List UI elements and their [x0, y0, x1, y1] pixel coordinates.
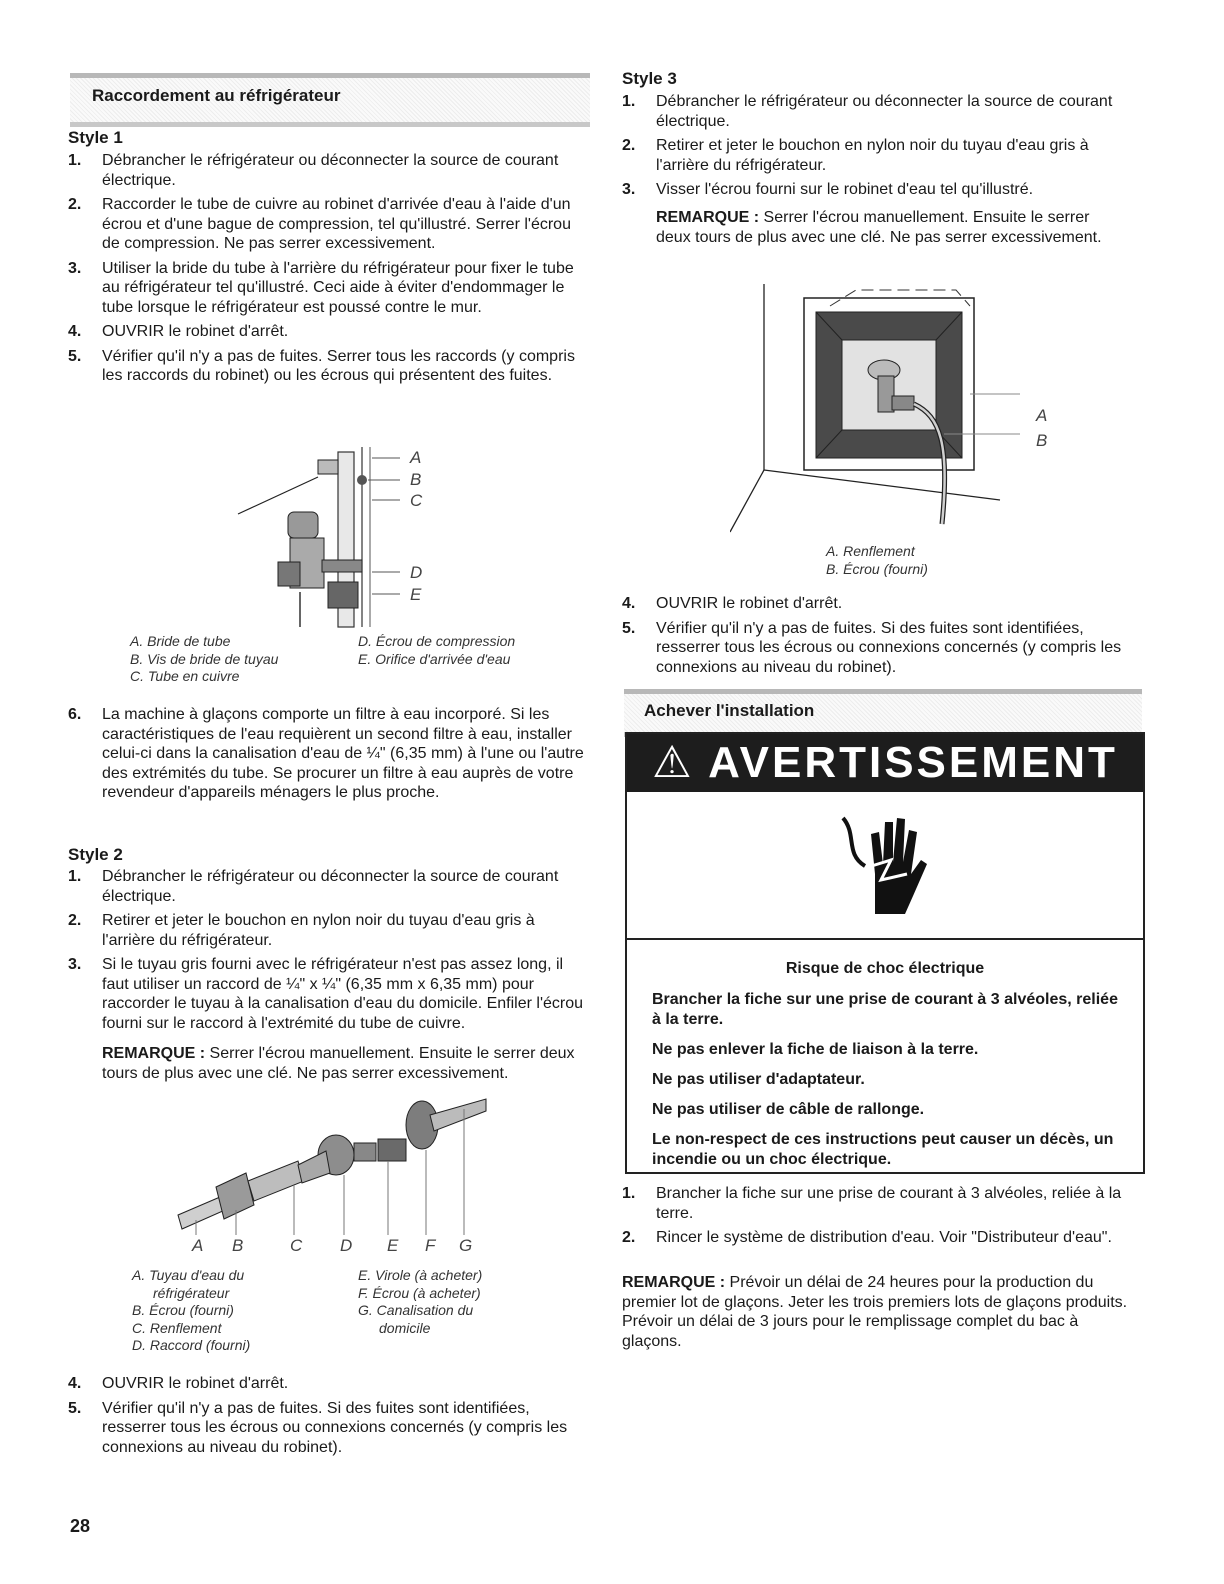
style3-note: REMARQUE : Serrer l'écrou manuellement. Ensuite le serrer deux tours de plus avec une clé. Ne pas serrer excessivement.	[656, 209, 1102, 246]
warning-subtitle: Risque de choc électrique	[785, 960, 985, 977]
style3-heading: Style 3	[622, 69, 677, 88]
figure-label: D	[410, 563, 423, 582]
list-item: 1. Brancher la fiche sur une prise de courant à 3 alvéoles, reliée à la terre.	[622, 1185, 1122, 1222]
warning-text	[627, 940, 1143, 1180]
figure-label: E	[410, 585, 422, 604]
style2-captions-right: E. Virole (à acheter) F. Écrou (à acheter) G. Canalisation du domicile	[358, 1267, 483, 1336]
style3-captions: A. Renflement B. Écrou (fourni)	[826, 543, 928, 577]
warning-box	[625, 732, 1145, 1174]
page-number: 28	[70, 1516, 91, 1536]
shock-hazard-icon-frame	[627, 792, 1143, 940]
style1-heading: Style 1	[68, 128, 123, 147]
list-item: 1. Débrancher le réfrigérateur ou déconnecter la source de courant électrique.	[622, 93, 1113, 130]
list-item: 4. OUVRIR le robinet d'arrêt.	[68, 323, 289, 340]
figure-label: C	[410, 491, 423, 510]
list-item: 2. Raccorder le tube de cuivre au robinet d'arrivée d'eau à l'aide d'un écrou et d'une bague de compression, tel qu'illustré. Serrer l'écrou de compression. Ne pas serrer excessivement.	[68, 196, 571, 252]
finish-note: REMARQUE : Prévoir un délai de 24 heures pour la production du premier lot de glaçons. Jeter les trois premiers lots de glaçons produits. Prévoir un délai de 3 jours pour le remplissage complet du bac à glaçons.	[622, 1274, 1128, 1350]
warning-line: Brancher la fiche sur une prise de courant à 3 alvéoles, reliée à la terre.	[652, 991, 1118, 1028]
figure-label: B	[232, 1236, 244, 1255]
style1-steps	[68, 151, 590, 391]
list-item: 3. Visser l'écrou fourni sur le robinet d'eau tel qu'illustré.	[622, 181, 1034, 198]
style2-steps-after	[68, 1374, 590, 1462]
style2-note: REMARQUE : Serrer l'écrou manuellement. Ensuite le serrer deux tours de plus avec une clé. Ne pas serrer excessivement.	[102, 1045, 575, 1082]
style1-captions-right: D. Écrou de compression E. Orifice d'arrivée d'eau	[358, 633, 516, 667]
style2-heading: Style 2	[68, 845, 123, 864]
section-title: Raccordement au réfrigérateur	[92, 86, 341, 105]
figure-label: A	[410, 448, 422, 467]
list-item: 1. Débrancher le réfrigérateur ou déconnecter la source de courant électrique.	[68, 868, 559, 905]
section-title: Achever l'installation	[644, 701, 815, 720]
warning-title: ⚠ AVERTISSEMENT	[627, 734, 1143, 792]
list-item: 2. Retirer et jeter le bouchon en nylon noir du tuyau d'eau gris à l'arrière du réfrigérateur.	[622, 137, 1089, 174]
figure-label: A	[192, 1236, 204, 1255]
list-item: 5. Vérifier qu'il n'y a pas de fuites. Serrer tous les raccords (y compris les raccords du robinet) ou les écrous qui présentent des fuites.	[68, 347, 575, 384]
style1-captions-left: A. Bride de tube B. Vis de bride de tuyau C. Tube en cuivre	[130, 633, 279, 684]
figure-label: C	[290, 1236, 303, 1255]
style2-captions-left: A. Tuyau d'eau du réfrigérateur B. Écrou (fourni) C. Renflement D. Raccord (fourni)	[132, 1267, 251, 1353]
figure-label: D	[340, 1236, 353, 1255]
style3-illustration	[730, 284, 1020, 544]
warning-line: Le non-respect de ces instructions peut causer un décès, un incendie ou un choc électrique.	[652, 1131, 1114, 1168]
figure-label: E	[387, 1236, 399, 1255]
figure-label: F	[425, 1236, 436, 1255]
list-item: 1. Débrancher le réfrigérateur ou déconnecter la source de courant électrique.	[68, 152, 559, 189]
warning-line: Ne pas enlever la fiche de liaison à la terre.	[652, 1041, 979, 1058]
list-item: 4. OUVRIR le robinet d'arrêt.	[68, 1375, 289, 1392]
list-item: 6. La machine à glaçons comporte un filtre à eau incorporé. Si les caractéristiques de l'eau requièrent un second filtre à eau, installer celui-ci dans la canalisation d'eau de ¼" (6,35 mm) à l'une ou l'autre des extrémités du tube. Se procurer un filtre à eau auprès de votre revendeur d'appareils ménagers le plus proche.	[68, 706, 584, 801]
electric-shock-hand-icon	[835, 804, 935, 922]
figure-label: B	[1036, 431, 1048, 450]
style3-steps	[622, 92, 1144, 205]
list-item: 5. Vérifier qu'il n'y a pas de fuites. Si des fuites sont identifiées, resserrer tous les écrous ou connexions concernés (y compris les connexions au niveau du robinet).	[68, 1399, 568, 1456]
list-item: 2. Retirer et jeter le bouchon en nylon noir du tuyau d'eau gris à l'arrière du réfrigérateur.	[68, 912, 535, 949]
list-item: 5. Vérifier qu'il n'y a pas de fuites. Si des fuites sont identifiées, resserrer tous les écrous ou connexions concernés (y compris les connexions au niveau du robinet).	[622, 619, 1122, 676]
style3-steps-after	[622, 594, 1144, 682]
list-item: 4. OUVRIR le robinet d'arrêt.	[622, 595, 843, 612]
style2-illustration	[168, 1095, 488, 1235]
warning-line: Ne pas utiliser de câble de rallonge.	[652, 1101, 925, 1118]
style1-step6	[68, 705, 590, 808]
list-item: 3. Utiliser la bride du tube à l'arrière du réfrigérateur pour fixer le tube au réfrigérateur tel qu'illustré. Ceci aide à éviter d'endommager le tube lorsque le réfrigérateur est poussé contre le mur.	[68, 259, 574, 316]
list-item: 3. Si le tuyau gris fourni avec le réfrigérateur n'est pas assez long, il faut utiliser un raccord de ¼" x ¼" (6,35 mm x 6,35 mm) pour raccorder le tuyau à la canalisation d'eau du domicile. Enfiler l'écrou fourni sur le raccord à l'extrémité du tube de cuivre.	[68, 956, 584, 1032]
figure-label: B	[410, 470, 422, 489]
section-header-raccordement	[70, 73, 590, 127]
section-header-achever	[624, 689, 1142, 737]
warning-line: Ne pas utiliser d'adaptateur.	[652, 1071, 865, 1088]
figure-label: G	[459, 1236, 473, 1255]
figure-label: A	[1036, 406, 1048, 425]
style2-steps	[68, 867, 590, 1038]
list-item: 2. Rincer le système de distribution d'eau. Voir "Distributeur d'eau".	[622, 1229, 1112, 1246]
style1-illustration	[230, 442, 430, 632]
finish-steps	[622, 1184, 1144, 1253]
